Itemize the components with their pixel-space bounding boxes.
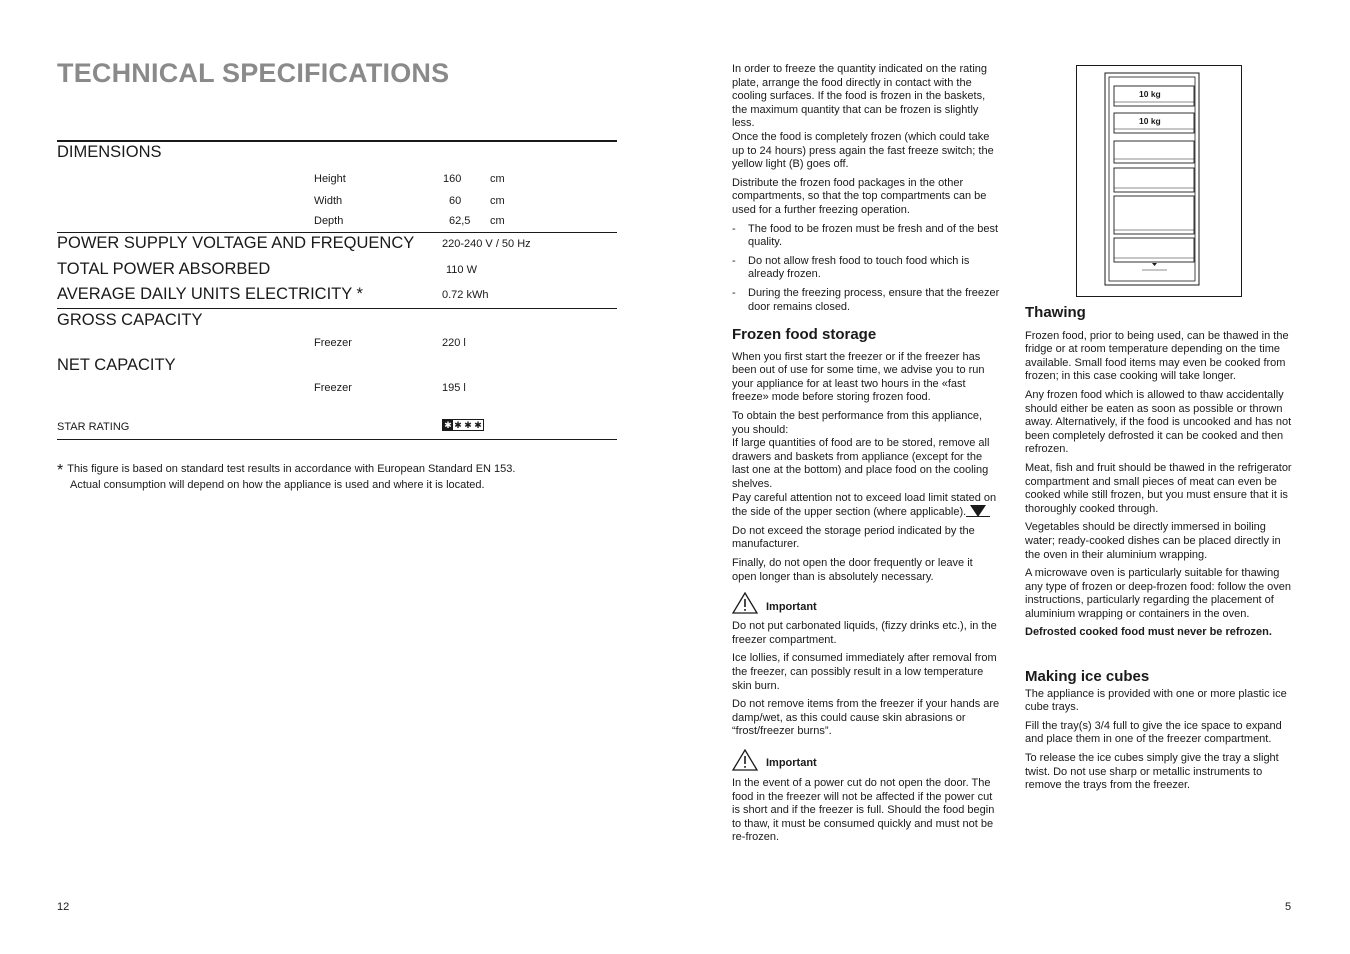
gross-capacity-value: 220 l <box>442 337 466 349</box>
power-supply-heading: POWER SUPPLY VOLTAGE AND FREQUENCY <box>57 234 415 252</box>
width-label: Width <box>314 195 343 207</box>
section-divider <box>57 140 617 142</box>
star-rating-label: STAR RATING <box>57 421 130 433</box>
dimensions-heading: DIMENSIONS <box>57 143 162 161</box>
paragraph: Finally, do not open the door frequently or leave it open longer than is absolutely necessary. <box>732 557 973 583</box>
list-item: - Do not allow fresh food to touch food which is already frozen. <box>732 255 1000 282</box>
paragraph: A microwave oven is particularly suitable for thawing any type of frozen or deep-frozen food: follow the oven instructions, particularly regarding the placement of aluminium wrapping or containers in the oven. <box>1025 567 1291 620</box>
footnote-line-2: Actual consumption will depend on how the appliance is used and where it is located. <box>70 479 485 491</box>
important-notice <box>732 749 1000 771</box>
paragraph: Frozen food, prior to being used, can be thawed in the fridge or at room temperature depending on the time available. Small food items may even be cooked from frozen; in this case cooking will take longer. <box>1025 329 1289 383</box>
depth-unit: cm <box>490 215 505 227</box>
paragraph: The appliance is provided with one or more plastic ice cube trays. <box>1025 687 1287 714</box>
footnote-line-1: This figure is based on standard test results in accordance with European Standard EN 153. <box>67 463 516 475</box>
paragraph: To release the ice cubes simply give the tray a slight twist. Do not use sharp or metallic instruments to remove the trays from the freezer. <box>1025 752 1279 792</box>
height-value: 160 <box>443 173 462 185</box>
paragraph: When you first start the freezer or if the freezer has been out of use for some time, we advise you to run your appliance for at least two hours in the «fast freeze» mode before storing frozen food. <box>732 350 985 404</box>
important-label: Important <box>766 600 817 613</box>
list-item: - During the freezing process, ensure that the freezer door remains closed. <box>732 287 1000 314</box>
freezing-bullets <box>732 223 1000 315</box>
height-label: Height <box>314 173 346 185</box>
paragraph-bold: Defrosted cooked food must never be refrozen. <box>1025 626 1272 639</box>
daily-units-heading: AVERAGE DAILY UNITS ELECTRICITY * <box>57 285 363 303</box>
paragraph: Vegetables should be directly immersed in boiling water; ready-cooked dishes can be placed directly in the oven in their aluminium wrapping. <box>1025 521 1281 561</box>
warning-icon <box>732 592 758 614</box>
freezer-drawing <box>1077 66 1241 296</box>
paragraph: Do not remove items from the freezer if your hands are damp/wet, as this could cause skin abrasions or “frost/freezer burns”. <box>732 698 1000 738</box>
paragraph: Do not exceed the storage period indicated by the manufacturer. <box>732 524 975 551</box>
important-notice <box>732 592 1000 614</box>
paragraph: To obtain the best performance from this appliance, you should: <box>732 410 983 436</box>
page-number-right: 5 <box>1285 901 1292 913</box>
paragraph: Once the food is completely frozen (which could take up to 24 hours) press again the fast freeze switch; the yellow light (B) goes off. <box>732 130 994 171</box>
paragraph: Do not put carbonated liquids, (fizzy drinks etc.), in the freezer compartment. <box>732 620 997 646</box>
load-limit-icon <box>970 505 986 517</box>
paragraph: Any frozen food which is allowed to thaw accidentally should either be eaten as soon as possible or thrown away. Alternatively, if the food is uncooked and has not been completely defrosted it can be cooked and then refrozen. <box>1025 388 1292 456</box>
page-title: TECHNICAL SPECIFICATIONS <box>57 58 450 88</box>
gross-capacity-label: Freezer <box>314 337 352 349</box>
paragraph: Pay careful attention not to exceed load limit stated on the side of the upper section (where applicable). <box>732 491 997 519</box>
star-icon: ✱ <box>464 420 472 430</box>
list-item: - The food to be frozen must be fresh and of the best quality. <box>732 223 1000 250</box>
freezing-column <box>732 63 1000 850</box>
net-capacity-label: Freezer <box>314 382 352 394</box>
star-icon: ✱ <box>474 420 482 430</box>
gross-capacity-heading: GROSS CAPACITY <box>57 311 203 329</box>
power-supply-value: 220-240 V / 50 Hz <box>442 238 531 250</box>
depth-value: 62,5 <box>449 215 471 227</box>
total-power-heading: TOTAL POWER ABSORBED <box>57 260 271 278</box>
section-divider <box>57 232 617 233</box>
width-unit: cm <box>490 195 505 207</box>
freezer-diagram <box>1076 65 1242 297</box>
making-ice-cubes-heading: Making ice cubes <box>1025 668 1150 686</box>
star-icon: ✱ <box>444 420 452 430</box>
load-label: 10 kg <box>1139 116 1161 126</box>
warning-icon <box>732 749 758 771</box>
net-capacity-heading: NET CAPACITY <box>57 356 176 374</box>
thawing-heading: Thawing <box>1025 304 1086 321</box>
paragraph: In order to freeze the quantity indicated on the rating plate, arrange the food directly in contact with the cooling surfaces. If the food is frozen in the baskets, the maximum quantity that can be frozen is slightly less. <box>732 63 987 130</box>
daily-units-value: 0.72 kWh <box>442 289 489 301</box>
footnote <box>57 462 515 493</box>
section-divider <box>57 439 617 440</box>
paragraph: Fill the tray(s) 3/4 full to give the ice space to expand and place them in one of the freezer compartment. <box>1025 719 1282 746</box>
total-power-value: 110 W <box>446 264 477 276</box>
paragraph: If large quantities of food are to be stored, remove all drawers and baskets from appliance (except for the last one at the bottom) and place food on the cooling shelves. <box>732 437 990 491</box>
load-label: 10 kg <box>1139 89 1161 99</box>
frozen-food-storage-heading: Frozen food storage <box>732 326 877 344</box>
paragraph: Ice lollies, if consumed immediately after removal from the freezer, can possibly result in a low temperature skin burn. <box>732 652 997 692</box>
footnote-mark: * <box>57 462 64 479</box>
page-number-left: 12 <box>57 901 70 913</box>
net-capacity-value: 195 l <box>442 382 466 394</box>
star-icon: ✱ <box>454 420 462 430</box>
important-label: Important <box>766 757 817 770</box>
width-value: 60 <box>449 195 462 207</box>
paragraph: In the event of a power cut do not open the door. The food in the freezer will not be affected if the power cut is short and if the freezer is full. Should the food begin to thaw, it must be consumed quickly and must not be re-frozen. <box>732 776 995 844</box>
paragraph: Distribute the frozen food packages in the other compartments, so that the top compartments can be used for a further freezing operation. <box>732 176 987 216</box>
depth-label: Depth <box>314 215 344 227</box>
section-divider <box>57 308 617 309</box>
star-rating-box <box>442 419 484 431</box>
height-unit: cm <box>490 173 505 185</box>
thawing-column <box>1025 306 1295 798</box>
paragraph: Meat, fish and fruit should be thawed in the refrigerator compartment and small pieces of meat can even be cooked while still frozen, but you must ensure that it is thoroughly cooked through. <box>1025 461 1292 515</box>
